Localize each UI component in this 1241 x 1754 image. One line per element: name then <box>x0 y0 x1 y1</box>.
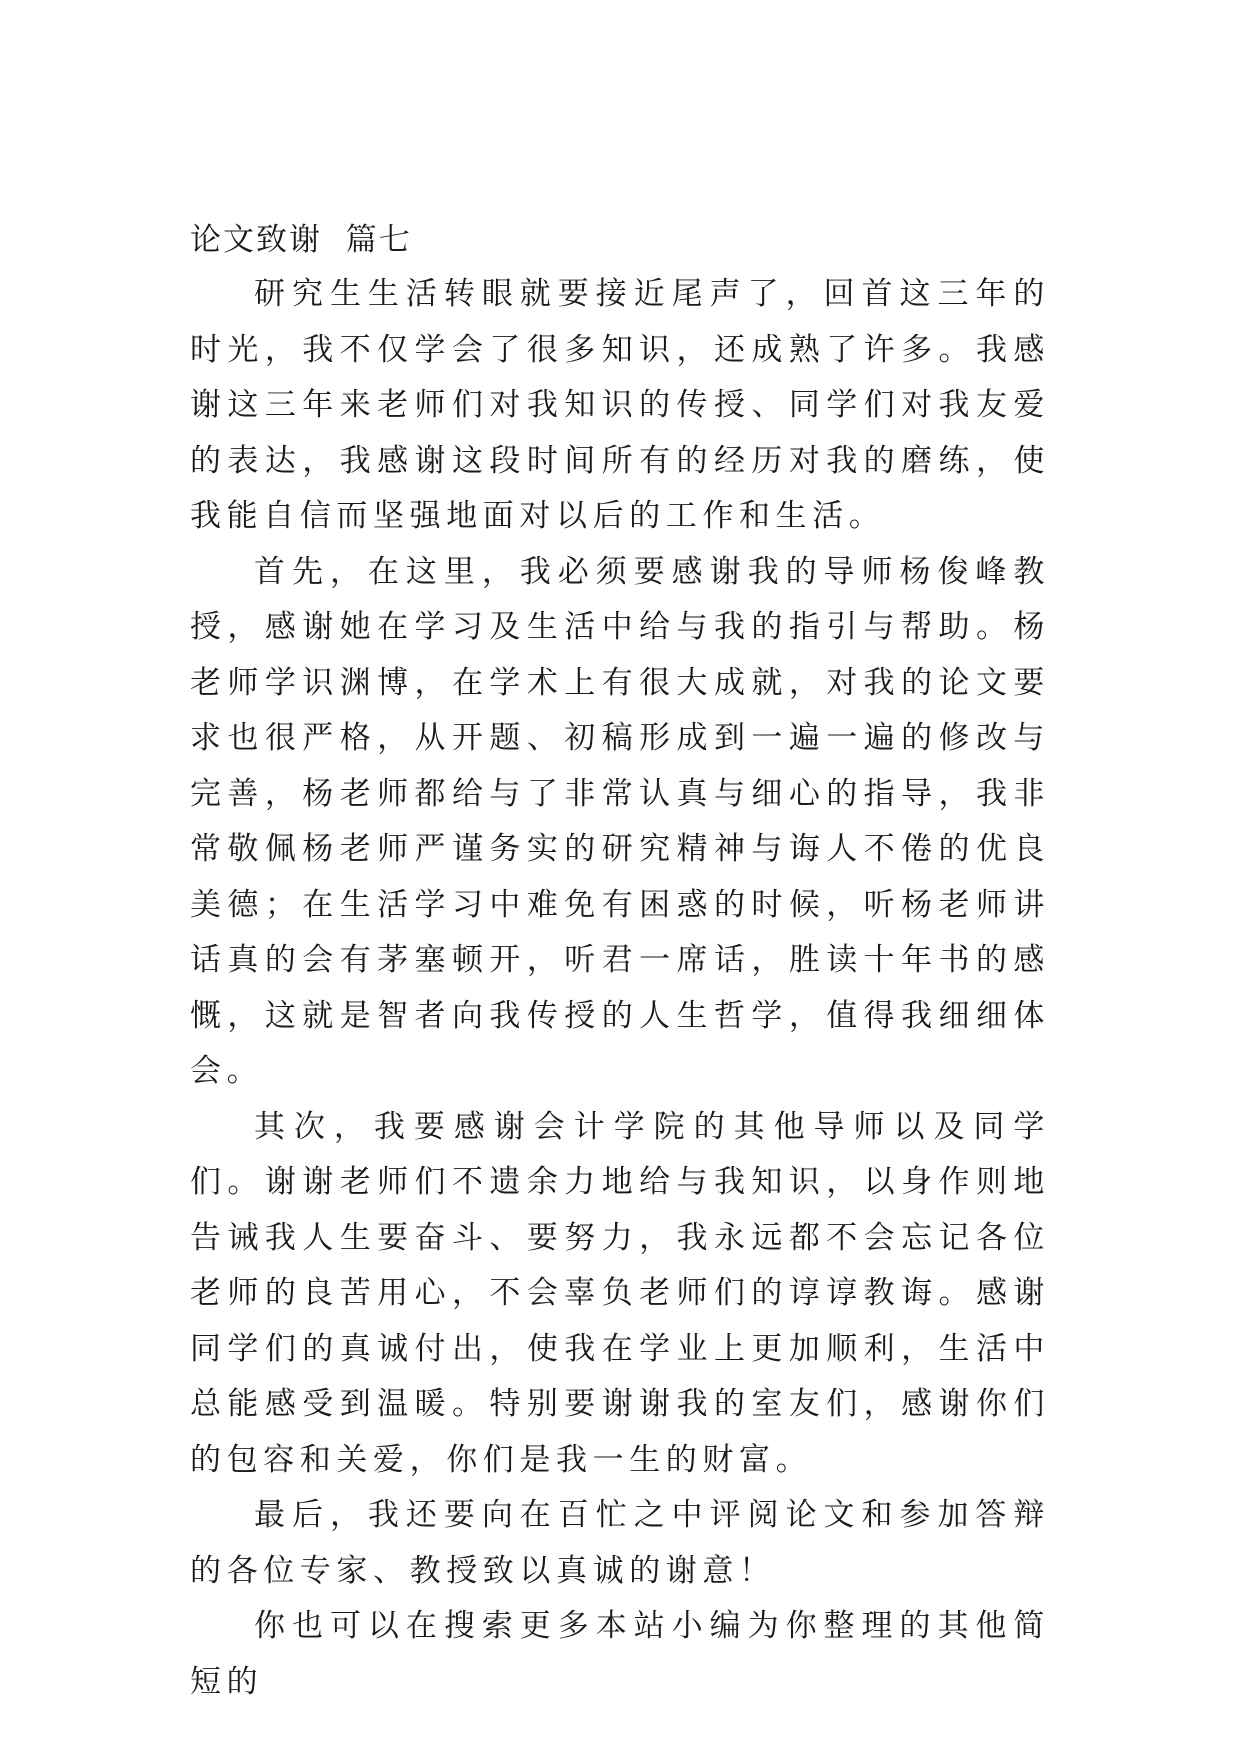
paragraph-faculty-classmates-thanks: 其次，我要感谢会计学院的其他导师以及同学们。谢谢老师们不遗余力地给与我知识，以身作则地告诫我人生要奋斗、要努力，我永远都不会忘记各位老师的良苦用心，不会辜负老师们的谆谆教诲。感谢同学们的真诚付出，使我在学业上更加顺利，生活中总能感受到温暖。特别要谢谢我的室友们，感谢你们的包容和关爱，你们是我一生的财富。 <box>190 1108 1050 1478</box>
paragraph-closing-note: 你也可以在搜索更多本站小编为你整理的其他简短的 <box>190 1608 1050 1700</box>
document-title: 论文致谢 篇七 <box>190 222 412 258</box>
document-page <box>190 213 1050 1710</box>
paragraph-advisor-thanks: 首先，在这里，我必须要感谢我的导师杨俊峰教授，感谢她在学习及生活中给与我的指引与帮助。杨老师学识渊博，在学术上有很大成就，对我的论文要求也很严格，从开题、初稿形成到一遍一遍的修改与完善，杨老师都给与了非常认真与细心的指导，我非常敬佩杨老师严谨务实的研究精神与诲人不倦的优良美德；在生活学习中难免有困惑的时候，听杨老师讲话真的会有茅塞顿开，听君一席话，胜读十年书的感慨，这就是智者向我传授的人生哲学，值得我细细体会。 <box>190 553 1050 1089</box>
paragraph-reviewers-thanks: 最后，我还要向在百忙之中评阅论文和参加答辩的各位专家、教授致以真诚的谢意！ <box>190 1497 1050 1589</box>
paragraph-intro: 研究生生活转眼就要接近尾声了，回首这三年的时光，我不仅学会了很多知识，还成熟了许多。我感谢这三年来老师们对我知识的传授、同学们对我友爱的表达，我感谢这段时间所有的经历对我的磨练，使我能自信而坚强地面对以后的工作和生活。 <box>190 276 1050 534</box>
